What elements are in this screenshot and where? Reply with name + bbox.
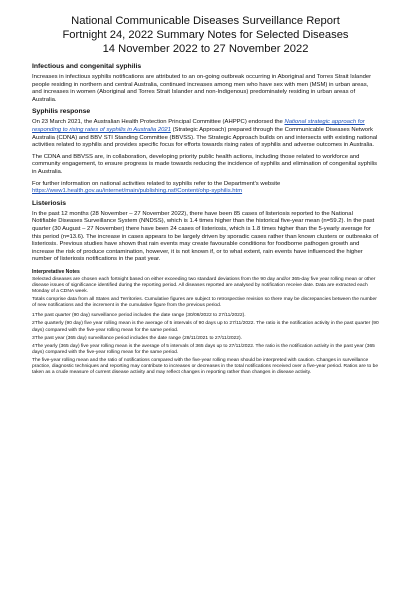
heading-syphilis-response: Syphilis response: [32, 108, 91, 116]
listeriosis-paragraph: In the past 12 months (28 November – 27 November 2022), there have been 85 cases of listeriosis reported to the National Notifiable Diseases Surveillance System (NNDSS), which is 1.4 times higher than the historical five-year mean (n=59.2). In the past quarter (30 August – 27 November) there have been 24 cases of listeriosis, which is 1.8 times higher than the 5-yearly average for this period (n=13.6). The increase in cases appears to be largely driven by sporadic cases rather than known clusters or outbreaks of listeriosis. Previous studies have shown that rain events may create favourable conditions for foodborne pathogen growth and increase the risk of produce contamination, however, it is not known if, or to what extent, rain events have influenced the higher number of listeriosis notifications in the past year.: [32, 210, 379, 263]
website-text: For further information on national activities related to syphilis refer to the Department's website: [32, 180, 281, 187]
note-quarterly-mean: 2The quarterly (90 day) five year rolling mean is the average of 5 intervals of 90 days up to 27/11/2022. The ratio is the notification activity in the past quarter (90 days) compared with the five-year rolling mean for the same period.: [32, 321, 379, 333]
interpretative-notes-heading: Interpretative Notes: [32, 268, 80, 275]
syphilis-response-paragraph-3: [32, 181, 379, 196]
response-text-post: (Strategic Approach) prepared through the Communicable Diseases Network Australia (CDNA) and BBV STI Standing Committee (BBVSS). The Strategic Approach builds on and intersects with existing national activities related to syphilis and provides specific focus for efforts towards rising rates of syphilis and adverse outcomes in Australia.: [32, 126, 378, 149]
note-selection: Selected diseases are chosen each fortnight based on either exceeding two standard deviations from the 90 day and/or 365-day five year rolling mean or other disease issues of significance identified during the reporting period. All diseases reported are analysed by notification receive date. Data are extracted each Monday of a CDNA week.: [32, 276, 376, 295]
syphilis-response-paragraph-2: The CDNA and BBVSS are, in collaboration, developing priority public health actions, including those related to workforce and community engagement, to ensure progress is made towards reducing the incidence of syphilis and elimination of congenital syphilis in Australia.: [32, 153, 378, 175]
congenital-syphilis-paragraph: Increases in infectious syphilis notifications are attributed to an on-going outbreak occurring in Aboriginal and Torres Strait Islander people residing in northern and central Australia, continued increases among men who have sex with men (MSM) in urban areas, and increases in women (Aboriginal and Torres Strait Islander and non-Indigenous) predominately residing in urban areas of Australia.: [32, 74, 372, 103]
note-past-quarter: 1The past quarter (90 day) surveillance period includes the date range (30/08/2022 to 27/11/2022).: [32, 313, 246, 319]
heading-congenital-syphilis: Infectious and congenital syphilis: [32, 63, 142, 70]
heading-listeriosis: Listeriosis: [32, 199, 66, 207]
note-caution: The five-year rolling mean and the ratio of notifications compared with the five-year rolling mean should be interpreted with caution. Changes in surveillance practice, diagnostic techniques and reporting may contribute to increases or decreases in the total notifications received over a five-year period. Ratios are to be taken as a crude measure of current disease activity and may reflect changes in reporting rather than changes in disease activity.: [32, 357, 379, 376]
note-past-year: 3The past year (365 day) surveillance period includes the date range (28/11/2021 to 27/11/2022).: [32, 335, 242, 341]
title-line-2: Fortnight 24, 2022 Summary Notes for Selected Diseases: [62, 29, 349, 41]
title-line-3: 14 November 2022 to 27 November 2022: [102, 43, 309, 55]
note-totals: Totals comprise data from all States and Territories. Cumulative figures are subject to retrospective revision so there may be discrepancies between the number of new notifications and the increment in the cumulative figure from the previous period.: [32, 297, 377, 309]
response-text-pre: On 23 March 2021, the Australian Health Protection Principal Committee (AHPPC) endorsed the: [32, 119, 285, 126]
syphilis-response-paragraph-1: [32, 119, 379, 149]
department-website-link[interactable]: https://www1.health.gov.au/internet/main/publishing.nsf/Content/ohp-syphilis.htm: [32, 188, 243, 195]
note-yearly-mean: 4The yearly (365 day) five year rolling mean is the average of 5 intervals of 365 days up to 27/11/2022. The ratio is the notification activity in the past year (365 days) compared with the five-year rolling mean for the same period.: [32, 343, 375, 355]
title-line-1: National Communicable Diseases Surveillance Report: [71, 15, 340, 27]
strategic-approach-link[interactable]: National strategic approach for responding to rising rates of syphilis in Australia 2021: [32, 119, 365, 133]
report-title: [32, 14, 379, 56]
